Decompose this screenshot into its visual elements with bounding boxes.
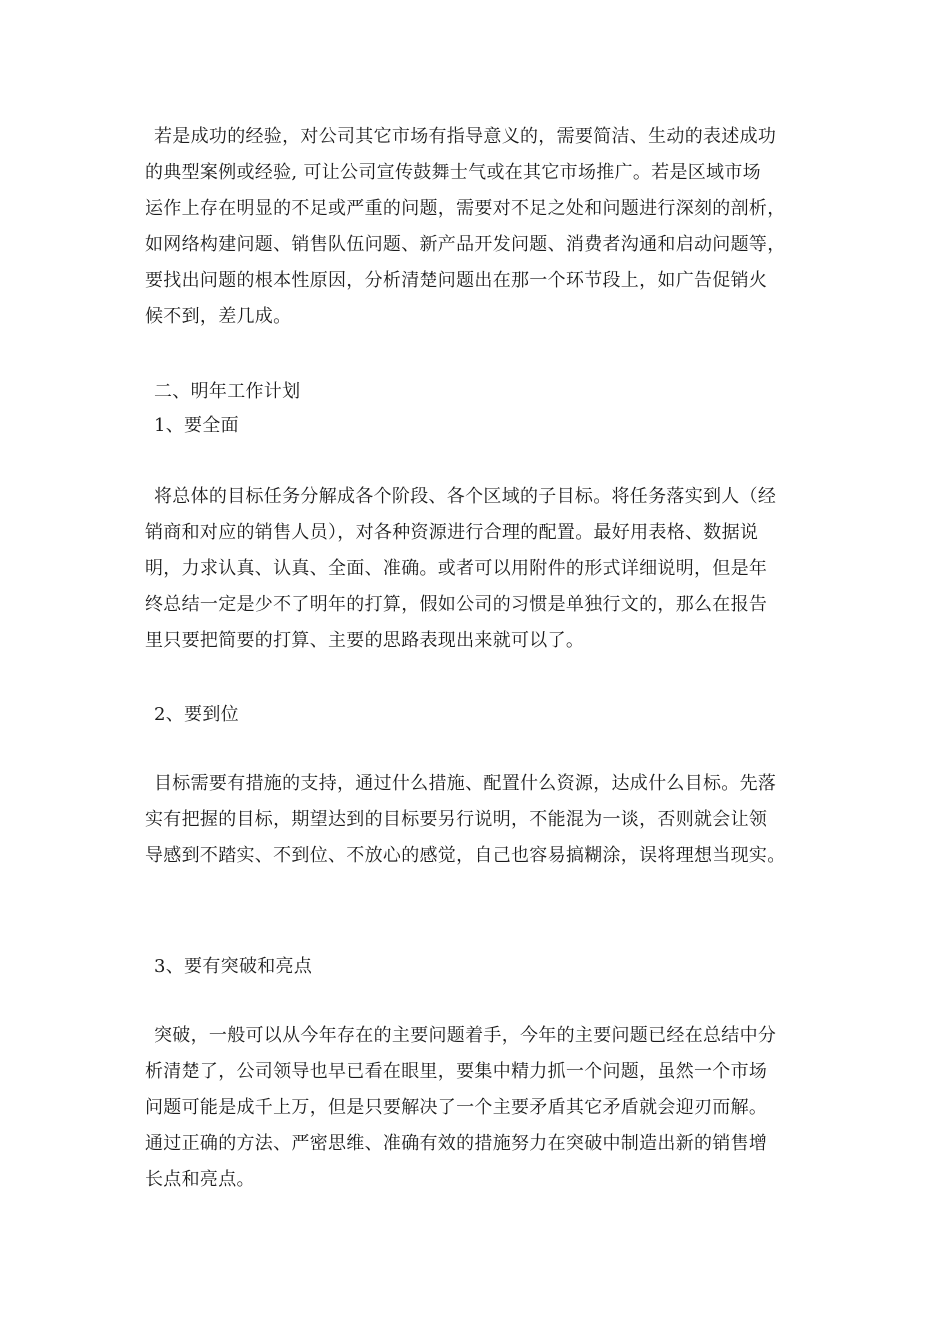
paragraph-line: 里只要把简要的打算、主要的思路表现出来就可以了。 [145,630,585,651]
paragraph-line: 长点和亮点。 [145,1169,255,1190]
paragraph-line: 运作上存在明显的不足或严重的问题，需要对不足之处和问题进行深刻的剖析， [145,198,786,219]
paragraph-line: 突破，一般可以从今年存在的主要问题着手，今年的主要问题已经在总结中分 [154,1025,777,1046]
paragraph-line: 终总结一定是少不了明年的打算，假如公司的习惯是单独行文的，那么在报告 [145,594,768,615]
paragraph-line: 问题可能是成千上万，但是只要解决了一个主要矛盾其它矛盾就会迎刃而解。 [145,1097,768,1118]
paragraph-line: 的典型案例或经验, 可让公司宣传鼓舞士气或在其它市场推广。若是区域市场 [145,162,761,183]
paragraph-breakthrough-detail [145,1018,810,1198]
paragraph-line: 如网络构建问题、销售队伍问题、新产品开发问题、消费者沟通和启动问题等， [145,234,786,255]
subheading-breakthrough: 3、要有突破和亮点 [154,956,313,977]
section-heading-next-year-plan: 二、明年工作计划 [154,381,301,402]
subheading-comprehensive: 1、要全面 [154,415,239,436]
paragraph-line: 候不到，差几成。 [145,306,292,327]
paragraph-line: 明，力求认真、认真、全面、准确。或者可以用附件的形式详细说明，但是年 [145,558,768,579]
paragraph-target-breakdown [145,479,810,659]
paragraph-line: 导感到不踏实、不到位、不放心的感觉，自己也容易搞糊涂，误将理想当现实。 [145,845,786,866]
paragraph-line: 若是成功的经验，对公司其它市场有指导意义的，需要简洁、生动的表述成功 [154,126,777,147]
paragraph-line: 析清楚了，公司领导也早已看在眼里，要集中精力抓一个问题，虽然一个市场 [145,1061,768,1082]
subheading-in-place: 2、要到位 [154,704,239,725]
paragraph-line: 将总体的目标任务分解成各个阶段、各个区域的子目标。将任务落实到人（经 [154,486,777,507]
paragraph-line: 实有把握的目标，期望达到的目标要另行说明，不能混为一谈，否则就会让领 [145,809,768,830]
paragraph-measures [145,766,810,874]
paragraph-line: 目标需要有措施的支持，通过什么措施、配置什么资源，达成什么目标。先落 [154,773,777,794]
paragraph-line: 要找出问题的根本性原因，分析清楚问题出在那一个环节段上，如广告促销火 [145,270,768,291]
paragraph-success-experience [145,119,810,335]
paragraph-line: 通过正确的方法、严密思维、准确有效的措施努力在突破中制造出新的销售增 [145,1133,768,1154]
paragraph-line: 销商和对应的销售人员），对各种资源进行合理的配置。最好用表格、数据说 [145,522,759,543]
